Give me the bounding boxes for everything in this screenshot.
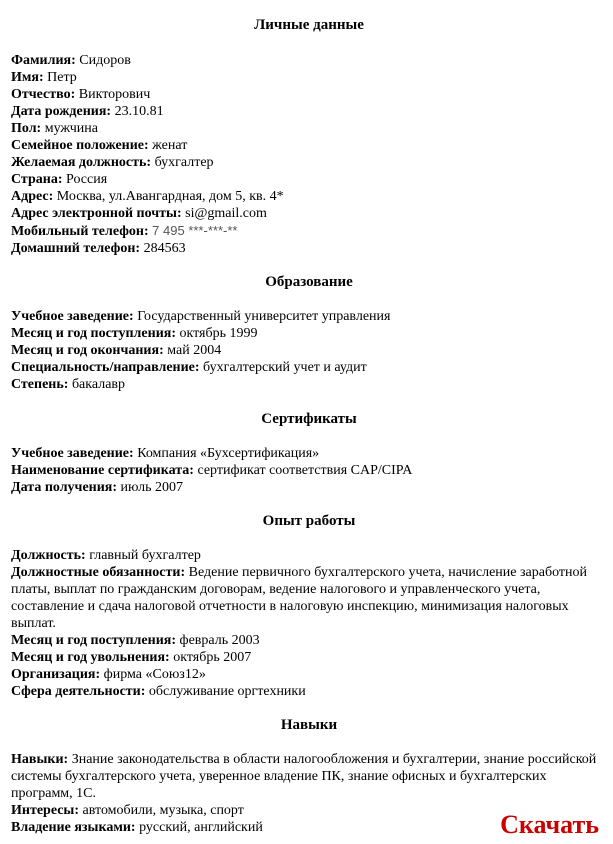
field-label: Учебное заведение: [11,309,134,324]
field-label: Семейное положение: [11,138,149,153]
field-row [11,154,607,171]
field-label: Месяц и год поступления: [11,326,176,341]
field-row [11,666,607,683]
field-row [11,359,607,376]
field-row [11,308,607,325]
field-label: Месяц и год поступления: [11,633,176,648]
field-row [11,342,607,359]
field-label: Желаемая должность: [11,155,152,170]
field-value: Москва, ул.Авангардная, дом 5, кв. 4* [56,189,284,204]
field-row [11,103,607,120]
section-personal [11,52,607,257]
field-label: Учебное заведение: [11,446,134,461]
field-value: главный бухгалтер [89,548,201,563]
field-row [11,222,607,240]
field-row [11,649,607,666]
field-value: Компания «Бухсертификация» [137,446,320,461]
field-label: Адрес электронной почты: [11,206,182,221]
field-value: русский, английский [139,820,263,835]
field-value: бухгалтерский учет и аудит [203,360,367,375]
field-label: Сфера деятельности: [11,684,146,699]
field-row [11,445,607,462]
section-title-experience: Опыт работы [262,513,356,529]
field-value: 284563 [143,241,186,256]
field-value: май 2004 [167,343,222,358]
field-value: обслуживание оргтехники [148,684,306,699]
field-label: Пол: [11,121,42,136]
download-link[interactable]: Скачать [500,810,599,839]
field-value: Государственный университет управления [137,309,391,324]
field-row [11,120,607,137]
field-row [11,547,607,564]
field-row [11,171,607,188]
section-certificates [11,445,607,496]
field-row [11,205,607,222]
field-label: Месяц и год увольнения: [11,650,170,665]
field-value: Ведение первичного бухгалтерского учета, начисление заработной платы, выплат по гражданским договорам, ведение налогового и управленческого учета, составление и сдача налоговой отчетности в налоговую инспекцию, минимизация налоговых выплат. [11,565,587,631]
section-education [11,308,607,393]
field-row [11,376,607,393]
field-value: июль 2007 [120,480,184,495]
field-label: Должность: [11,548,86,563]
field-label: Наименование сертификата: [11,463,194,478]
field-label: Домашний телефон: [11,241,141,256]
field-label: Адрес: [11,189,54,204]
field-label: Специальность/направление: [11,360,200,375]
field-value: октябрь 2007 [173,650,252,665]
section-experience [11,547,607,700]
field-value: Сидоров [79,53,131,68]
field-row [11,69,607,86]
field-label: Дата получения: [11,480,118,495]
field-value: автомобили, музыка, спорт [82,803,244,818]
field-row [11,632,607,649]
field-value: февраль 2003 [179,633,260,648]
field-label: Фамилия: [11,53,76,68]
field-value: женат [152,138,188,153]
section-title-personal: Личные данные [254,17,364,33]
field-label: Навыки: [11,752,69,767]
field-value: бухгалтер [154,155,214,170]
field-label: Страна: [11,172,63,187]
field-value: мужчина [44,121,98,136]
field-row [11,240,607,257]
section-title-certificates: Сертификаты [261,411,357,427]
field-label: Дата рождения: [11,104,112,119]
field-row [11,188,607,205]
field-value: сертификат соответствия CAP/CIPA [197,463,413,478]
field-label: Интересы: [11,803,80,818]
field-label: Месяц и год окончания: [11,343,164,358]
field-label: Имя: [11,70,44,85]
field-value: фирма «Союз12» [103,667,206,682]
field-row [11,751,607,802]
field-label: Степень: [11,377,69,392]
field-label: Отчество: [11,87,76,102]
field-row [11,52,607,69]
field-label: Должностные обязанности: [11,565,186,580]
field-row [11,479,607,496]
field-value: октябрь 1999 [179,326,258,341]
section-title-skills: Навыки [280,717,338,733]
field-value: Викторович [78,87,151,102]
field-row [11,86,607,103]
field-value: Петр [47,70,77,85]
field-row [11,683,607,700]
field-value: Знание законодательства в области налогообложения и бухгалтерии, знание российской системы бухгалтерского учета, уверенное владение ПК, знание офисных и бухгалтерских программ, 1С. [11,752,597,801]
field-label: Мобильный телефон: [11,224,149,239]
field-value: бакалавр [71,377,126,392]
field-row [11,137,607,154]
field-value: 23.10.81 [114,104,164,119]
field-label: Владение языками: [11,820,136,835]
field-row [11,564,607,632]
field-label: Организация: [11,667,101,682]
section-title-education: Образование [265,274,353,290]
mobile-phone-value: 7 495 ***-***-** [152,223,238,238]
resume-document [11,0,607,836]
field-value: Россия [66,172,108,187]
email-value: si@gmail.com [185,206,267,221]
field-row [11,325,607,342]
field-row [11,462,607,479]
